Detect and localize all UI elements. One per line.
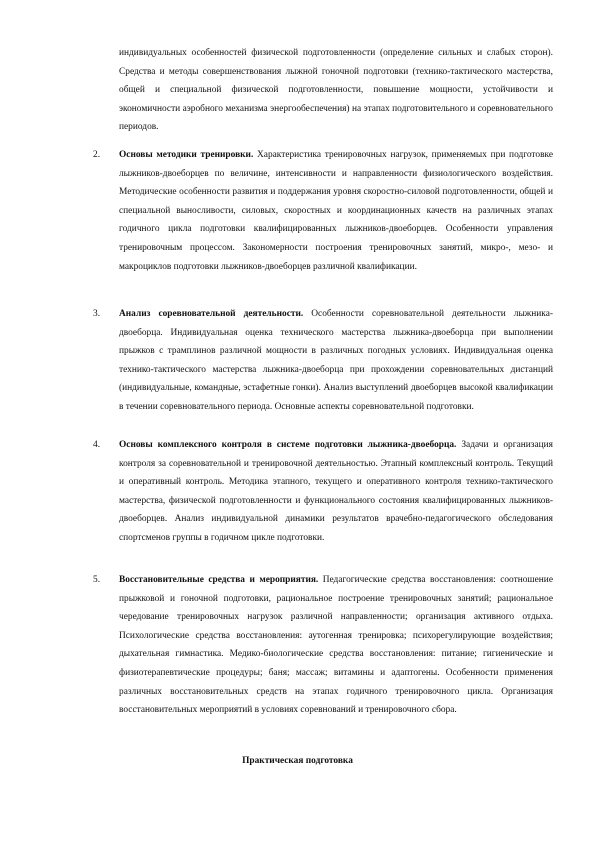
section-title: Практическая подготовка: [242, 756, 353, 766]
list-item-text: [119, 436, 553, 548]
list-item-text: [119, 146, 553, 276]
list-item-body: Задачи и организация контроля за соревновательной и тренировочной деятельностью. Этапный комплексный контроль. Текущий и оперативный контроль. Методика этапного, текущего и оперативного контроля технико-тактического мастерства, физической подготовленности и функционального состояния квалифицированных лыжников-двоеборцев. Анализ индивидуальной динамики результатов врачебно-педагогического обследования спортсменов группы в годичном цикле подготовки.: [119, 440, 553, 543]
list-item-body: Характеристика тренировочных нагрузок, применяемых при подготовке лыжников-двоеборцев по величине, интенсивности и направленности физиологического воздействия. Методические особенности развития и поддержания уровня скоростно-силовой подготовленности, общей и специальной выносливости, силовых, скоростных и координационных качеств на различных этапах годичного цикла подготовки квалифицированных лыжников-двоеборцев. Особенности управления тренировочным процессом. Закономерности построения тренировочных занятий, микро-, мезо- и макроциклов подготовки лыжников-двоеборцев различной квалификации.: [119, 150, 554, 272]
list-item-heading: Восстановительные средства и мероприятия.: [119, 575, 319, 585]
list-item-2: [93, 146, 553, 276]
list-item-4: [93, 436, 553, 548]
list-item-text: [119, 305, 553, 417]
list-item-number: 3.: [93, 309, 101, 319]
list-item-body: Педагогические средства восстановления: соотношение прыжковой и гоночной подготовки, рациональное построение тренировочных занятий; рациональное чередование тренировочных нагрузок различной направленности; организация активного отдыха. Психологические средства восстановления: аутогенная тренировка; психорегулирующие воздействия; дыхательная гимнастика. Медико-биологические средства восстановления: питание; гигиенические и физиотерапевтические процедуры; баня; массаж; витамины и адаптогены. Особенности применения различных восстановительных средств на этапах годичного тренировочного цикла. Организация восстановительных мероприятий в условиях соревнований и тренировочного сбора.: [119, 575, 553, 716]
list-item-5: [93, 571, 553, 720]
list-item-number: 4.: [93, 440, 101, 450]
list-item-number: 2.: [93, 150, 101, 160]
list-item-text: [119, 571, 553, 720]
list-item-heading: Основы методики тренировки.: [119, 150, 254, 160]
continuation-paragraph: индивидуальных особенностей физической подготовленности (определение сильных и слабых сторон). Средства и методы совершенствования лыжной гоночной подготовки (технико-тактического мастерства, общей и специальной физической подготовленности, повышение мощности, устойчивости и экономичности аэробного механизма энергообеспечения) на этапах подготовительного и соревновательного периодов.: [119, 48, 553, 133]
list-item-3: [93, 305, 553, 417]
list-item-heading: Основы комплексного контроля в системе подготовки лыжника-двоеборца.: [119, 440, 457, 450]
list-item-number: 5.: [93, 575, 101, 585]
list-item-body: Особенности соревновательной деятельности лыжника-двоеборца. Индивидуальная оценка технического мастерства лыжника-двоеборца при выполнении прыжков с трамплинов различной мощности в различных погодных условиях. Индивидуальная оценка технико-тактического мастерства лыжника-двоеборца при прохождении соревновательных дистанций (индивидуальные, командные, эстафетные гонки). Анализ выступлений двоеборцев высокой квалификации в течении соревновательного периода. Основные аспекты соревновательной подготовки.: [119, 309, 553, 412]
list-item-heading: Анализ соревновательной деятельности.: [119, 309, 304, 319]
